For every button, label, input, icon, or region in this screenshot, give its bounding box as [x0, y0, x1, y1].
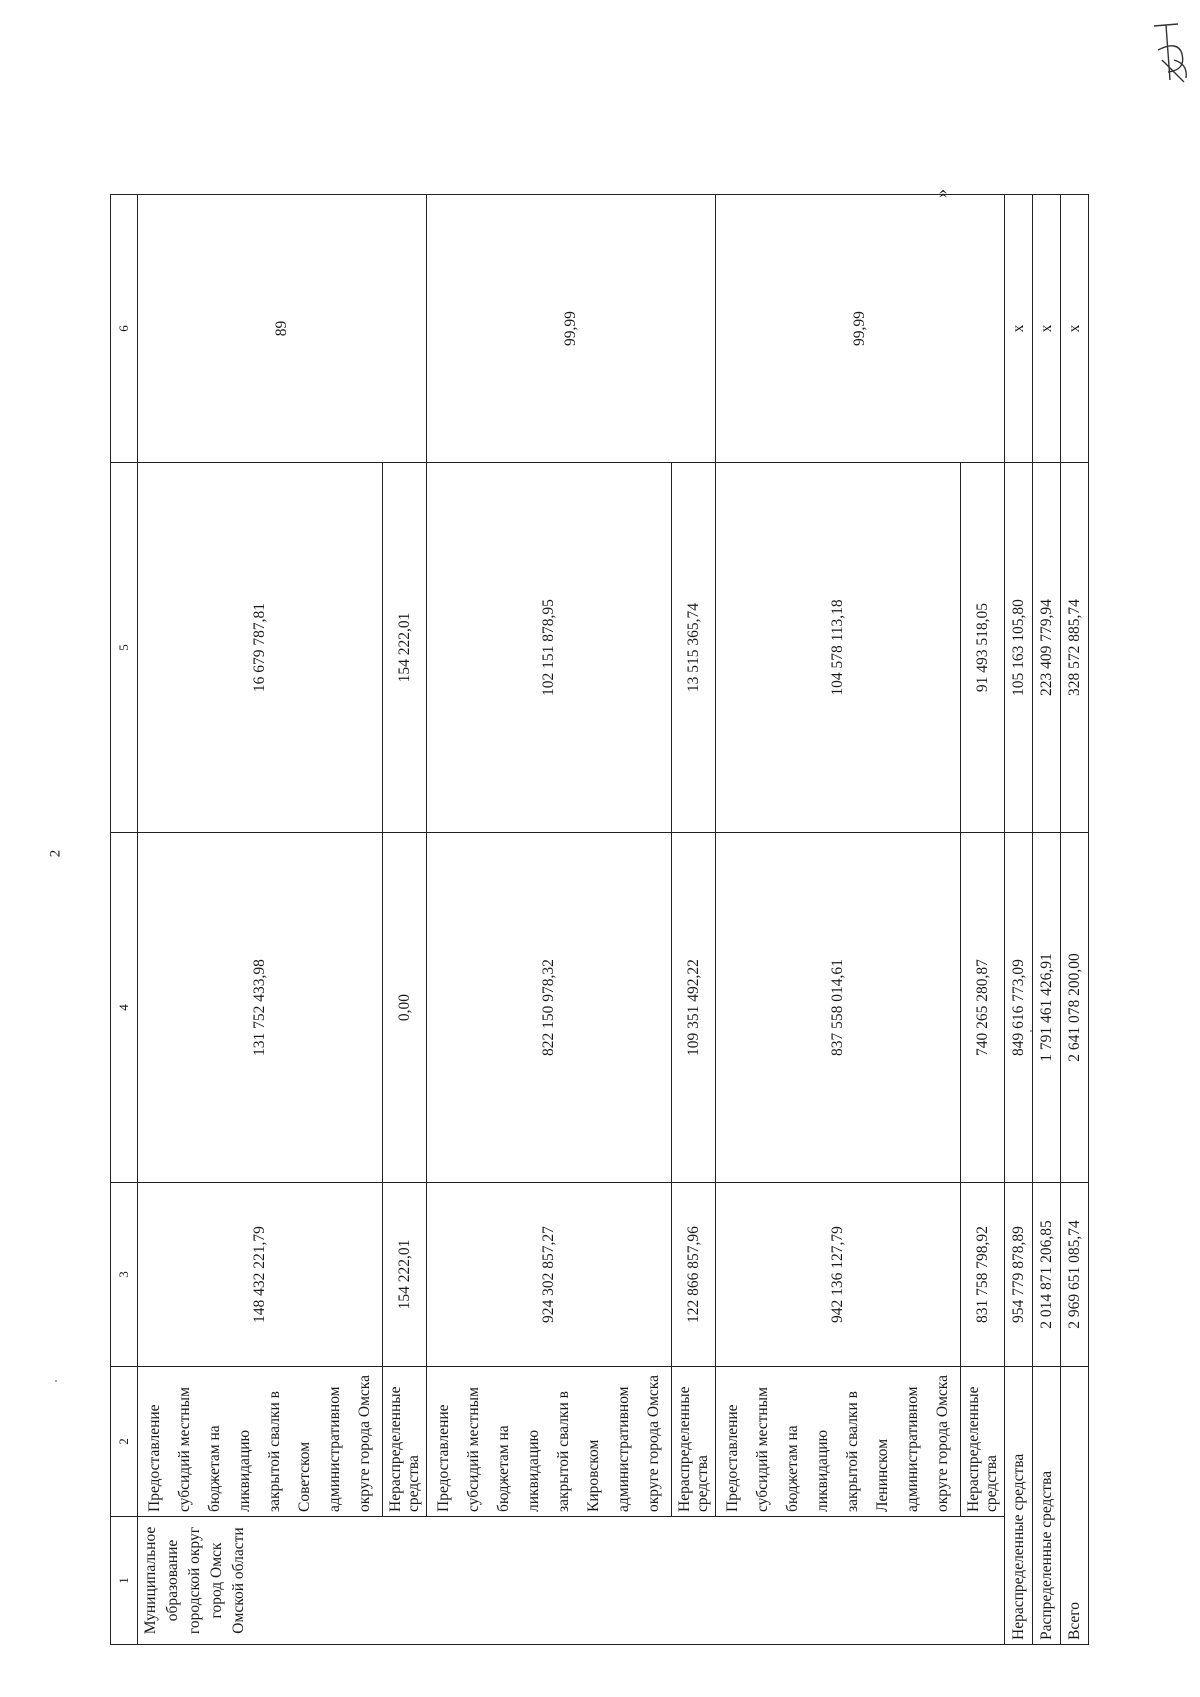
- totals-row: [1033, 195, 1061, 1645]
- table-row: [427, 195, 672, 1645]
- percent-cell: 89: [138, 195, 427, 463]
- table-row: [138, 195, 383, 1645]
- purpose-cell: Предоставление субсидий местным бюджетам на ликвидацию закрытой свалки в Кировском административном округе города Омска: [427, 1367, 672, 1517]
- mark-cell: x: [1033, 195, 1061, 463]
- amount-cell: 102 151 878,95: [427, 463, 672, 833]
- amount-cell: 131 752 433,98: [138, 833, 383, 1183]
- undistributed-label: Нераспределенные средства: [672, 1367, 716, 1517]
- col-header: 2: [111, 1367, 138, 1517]
- amount-cell: 954 779 878,89: [1005, 1183, 1033, 1367]
- amount-cell: 1 791 461 426,91: [1033, 833, 1061, 1183]
- amount-cell: 109 351 492,22: [672, 833, 716, 1183]
- mark-cell: x: [1005, 195, 1033, 463]
- mark-cell: x: [1061, 195, 1089, 463]
- header-row: [111, 195, 138, 1645]
- col-header: 3: [111, 1183, 138, 1367]
- amount-cell: 16 679 787,81: [138, 463, 383, 833]
- amount-cell: 13 515 365,74: [672, 463, 716, 833]
- page-number: 2: [47, 849, 64, 858]
- purpose-cell: Предоставление субсидий местным бюджетам на ликвидацию закрытой свалки в Ленинском административном округе города Омска: [716, 1367, 961, 1517]
- amount-cell: 831 758 798,92: [961, 1183, 1005, 1367]
- amount-cell: 2 014 871 206,85: [1033, 1183, 1061, 1367]
- totals-label: Распределенные средства: [1033, 1367, 1061, 1645]
- amount-cell: 0,00: [383, 833, 427, 1183]
- amount-cell: 154 222,01: [383, 1183, 427, 1367]
- scan-speck: [55, 1380, 57, 1382]
- percent-cell: 99,99: [716, 195, 1005, 463]
- amount-cell: 91 493 518,05: [961, 463, 1005, 833]
- percent-cell: 99,99: [427, 195, 716, 463]
- purpose-cell: Предоставление субсидий местным бюджетам на ликвидацию закрытой свалки в Советском административном округе города Омска: [138, 1367, 383, 1517]
- amount-cell: 837 558 014,61: [716, 833, 961, 1183]
- col-header: 5: [111, 463, 138, 833]
- amount-cell: 148 432 221,79: [138, 1183, 383, 1367]
- amount-cell: 105 163 105,80: [1005, 463, 1033, 833]
- amount-cell: 122 866 857,96: [672, 1183, 716, 1367]
- amount-cell: 822 150 978,32: [427, 833, 672, 1183]
- amount-cell: 2 641 078 200,00: [1061, 833, 1089, 1183]
- amount-cell: 942 136 127,79: [716, 1183, 961, 1367]
- municipality-cell: Муниципальное образование городской округ город Омск Омской области: [138, 1517, 1005, 1645]
- rotated-table-container: [110, 195, 1083, 1645]
- col-header: 6: [111, 195, 138, 463]
- amount-cell: 924 302 857,27: [427, 1183, 672, 1367]
- col-header: 4: [111, 833, 138, 1183]
- totals-label: Всего: [1061, 1367, 1089, 1645]
- amount-cell: 223 409 779,94: [1033, 463, 1061, 833]
- col-header: 1: [111, 1517, 138, 1645]
- amount-cell: 328 572 885,74: [1061, 463, 1089, 833]
- undistributed-label: Нераспределенные средства: [383, 1367, 427, 1517]
- undistributed-label: Нераспределенные средства: [961, 1367, 1005, 1517]
- amount-cell: 104 578 113,18: [716, 463, 961, 833]
- totals-row: [1005, 195, 1033, 1645]
- amount-cell: 849 616 773,09: [1005, 833, 1033, 1183]
- amount-cell: 154 222,01: [383, 463, 427, 833]
- totals-label: Нераспределенные средства: [1005, 1367, 1033, 1645]
- amount-cell: 2 969 651 085,74: [1061, 1183, 1089, 1367]
- table-row: [716, 195, 961, 1645]
- totals-row: [1061, 195, 1089, 1645]
- closing-quote: »: [931, 189, 951, 198]
- signature-mark: [1148, 20, 1192, 94]
- allocation-table: [110, 194, 1089, 1645]
- amount-cell: 740 265 280,87: [961, 833, 1005, 1183]
